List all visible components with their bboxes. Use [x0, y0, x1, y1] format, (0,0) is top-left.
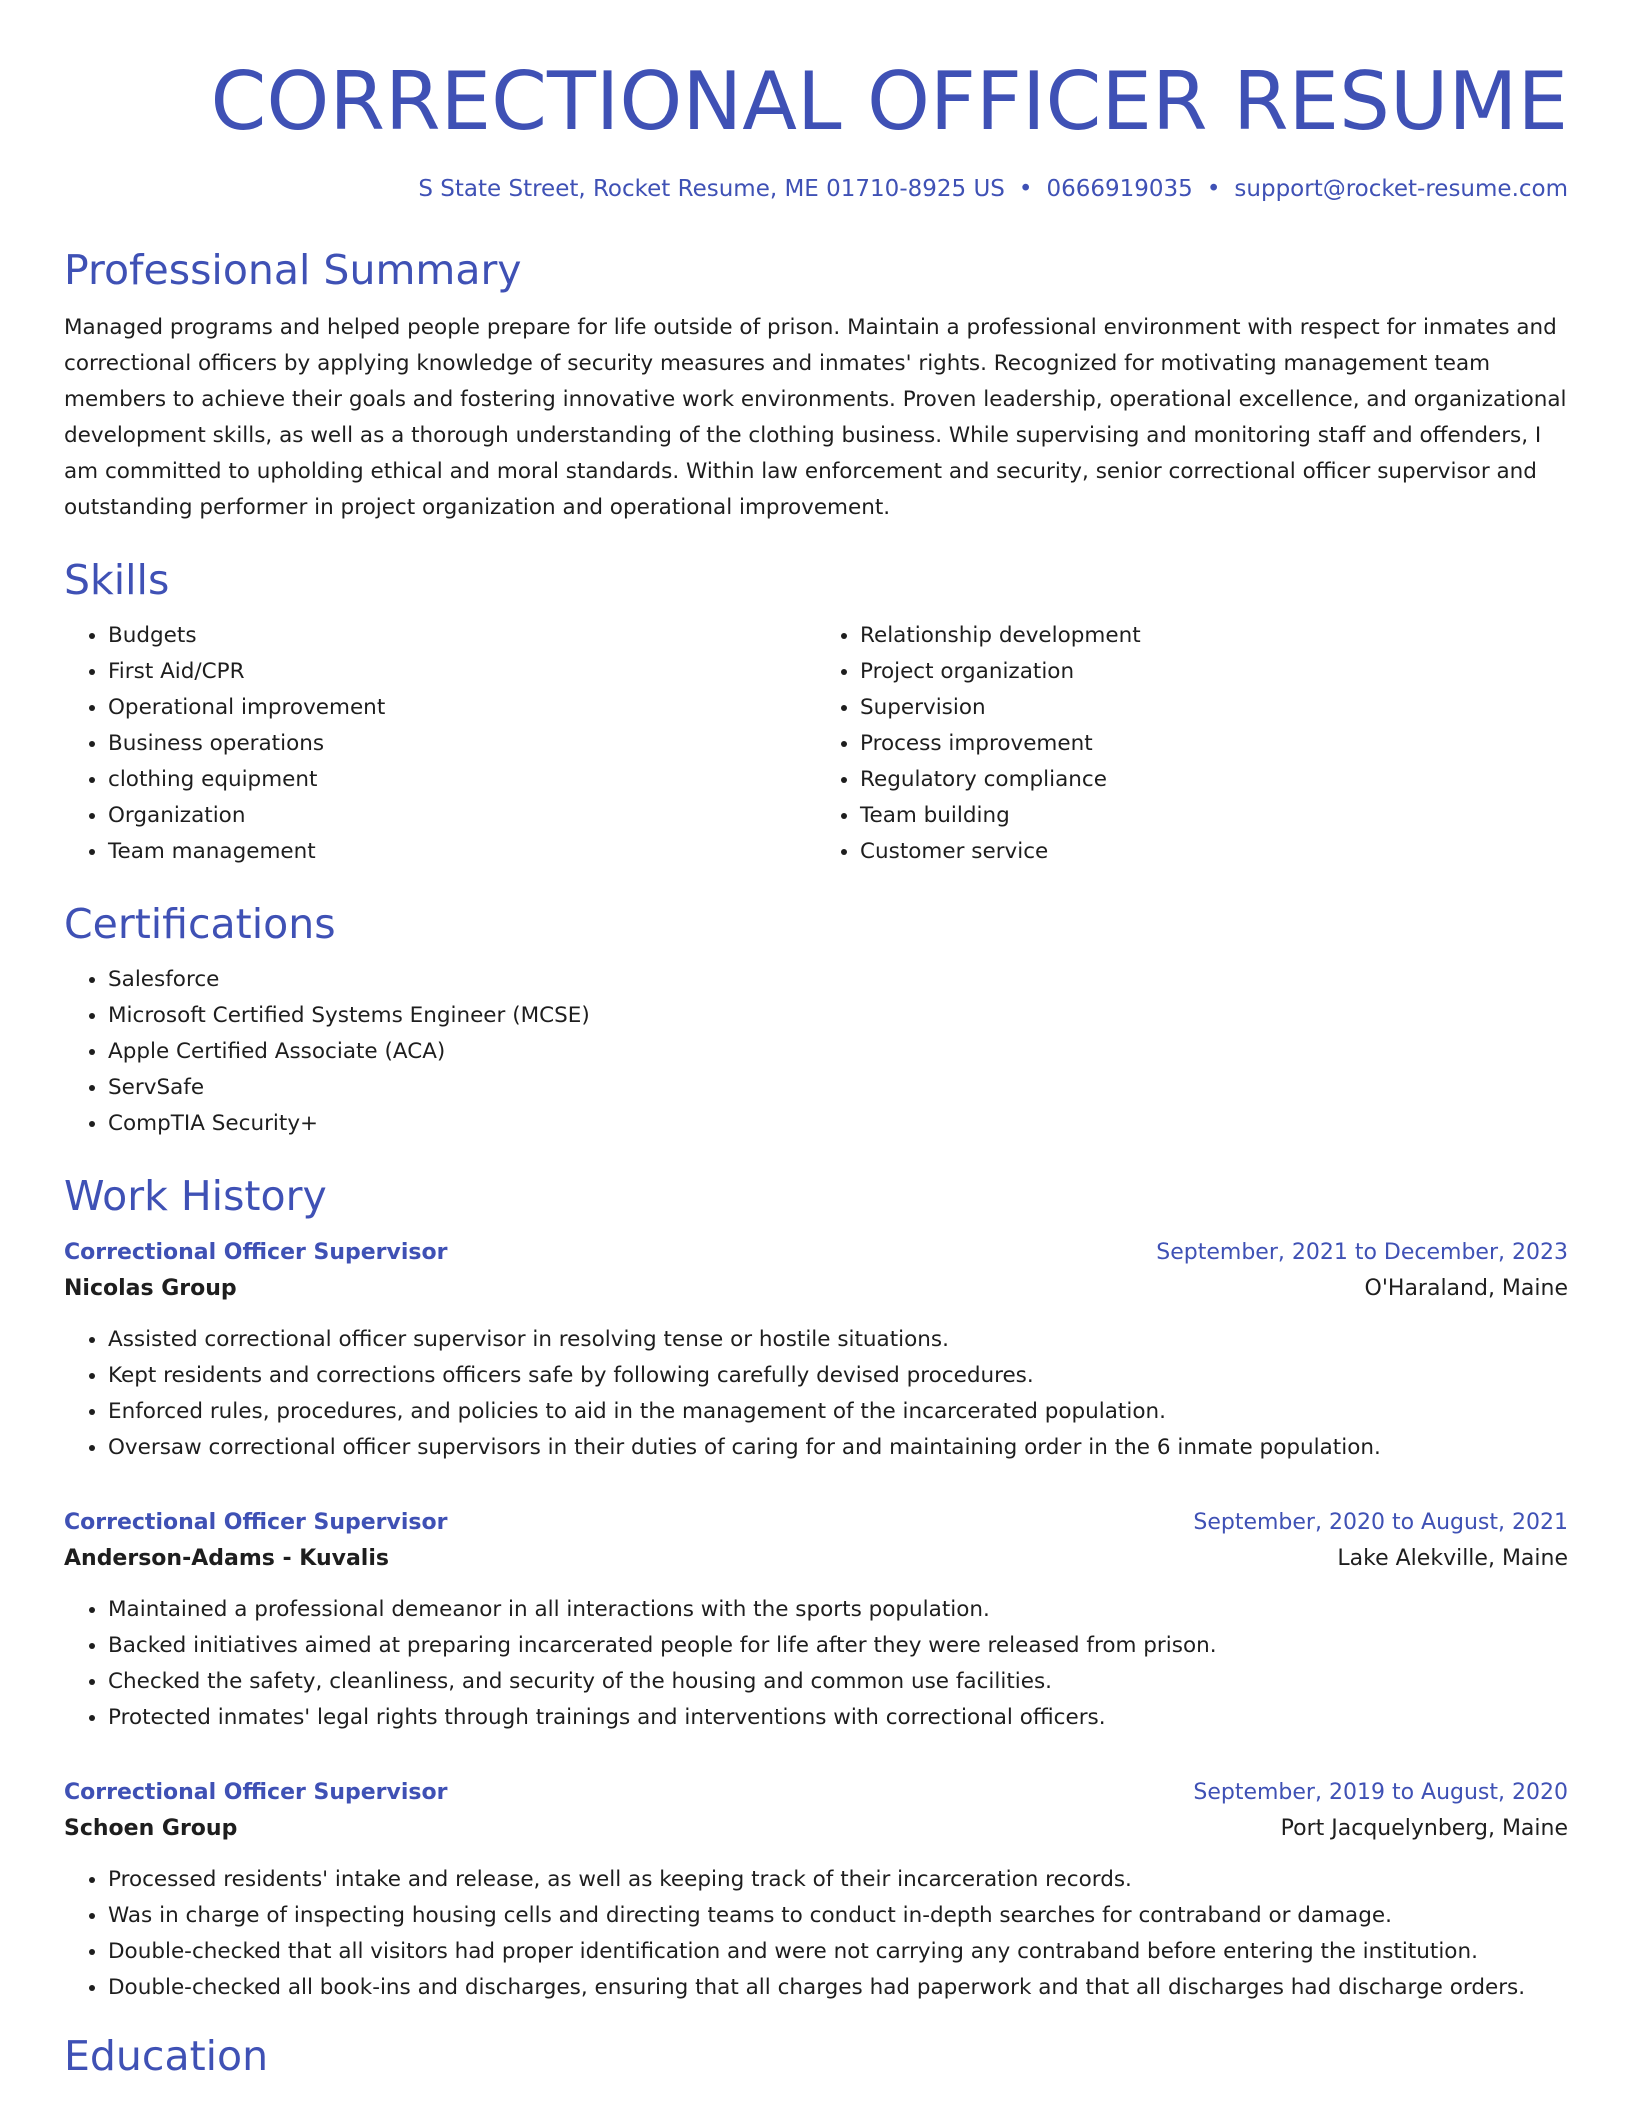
skill-item: • clothing equipment [108, 762, 816, 798]
skill-item: • Process improvement [860, 726, 1568, 762]
job-bullets [64, 1322, 1568, 1466]
job-subheader [64, 1540, 1568, 1578]
job-bullet: • Processed residents' intake and release, as well as keeping track of their incarceration records. [108, 1862, 1568, 1898]
job-bullet: • Double-checked all book-ins and discharges, ensuring that all charges had paperwork and that all discharges had discharge orders. [108, 1970, 1568, 2006]
job-entry [64, 1236, 1568, 1466]
job-entry [64, 1506, 1568, 1736]
job-dates: September, 2020 to August, 2021 [1193, 1510, 1568, 1535]
skill-item: • Budgets [108, 618, 816, 654]
certification-item: • Salesforce [108, 962, 1568, 998]
certification-item: • Microsoft Certified Systems Engineer (MCSE) [108, 998, 1568, 1034]
job-dates: September, 2019 to August, 2020 [1193, 1780, 1568, 1805]
section-heading-summary: Professional Summary [64, 246, 522, 294]
skill-item: • Relationship development [860, 618, 1568, 654]
job-bullet: • Checked the safety, cleanliness, and security of the housing and common use facilities. [108, 1664, 1568, 1700]
skill-item: • Business operations [108, 726, 816, 762]
job-location: Port Jacquelynberg, Maine [1280, 1816, 1568, 1841]
job-header [64, 1236, 1568, 1270]
job-bullet: • Enforced rules, procedures, and policies to aid in the management of the incarcerated population. [108, 1394, 1568, 1430]
job-bullet: • Maintained a professional demeanor in all interactions with the sports population. [108, 1592, 1568, 1628]
skill-item: • Supervision [860, 690, 1568, 726]
job-bullets [64, 1862, 1568, 2006]
job-bullet: • Assisted correctional officer supervisor in resolving tense or hostile situations. [108, 1322, 1568, 1358]
job-bullet: • Oversaw correctional officer supervisors in their duties of caring for and maintaining order in the 6 inmate population. [108, 1430, 1568, 1466]
job-bullet: • Kept residents and corrections officers safe by following carefully devised procedures. [108, 1358, 1568, 1394]
resume-page [64, 0, 1568, 2082]
job-title: Correctional Officer Supervisor [64, 1510, 448, 1535]
job-subheader [64, 1270, 1568, 1308]
contact-separator: • [1206, 176, 1221, 202]
job-header [64, 1776, 1568, 1810]
job-entry [64, 1776, 1568, 2006]
contact-phone: 0666919035 [1046, 176, 1193, 202]
certifications-list [64, 962, 1568, 1142]
job-dates: September, 2021 to December, 2023 [1156, 1240, 1568, 1265]
section-heading-certifications: Certifications [64, 900, 336, 948]
summary-text: Managed programs and helped people prepare for life outside of prison. Maintain a professional environment with respect for inmates and correctional officers by applying knowledge of security measures and inmates' rights. Recognized for motivating management team members to achieve their goals and fostering innovative work environments. Proven leadership, operational excellence, and organizational development skills, as well as a thorough understanding of the clothing business. While supervising and monitoring staff and offenders, I am committed to upholding ethical and moral standards. Within law enforcement and security, senior correctional officer supervisor and outstanding performer in project organization and operational improvement. [64, 315, 1567, 520]
skills-grid [64, 618, 1568, 870]
skills-list-left [64, 618, 816, 870]
skill-item: • Team management [108, 834, 816, 870]
job-location: Lake Alekville, Maine [1337, 1546, 1568, 1571]
job-bullet: • Double-checked that all visitors had proper identification and were not carrying any contraband before entering the institution. [108, 1934, 1568, 1970]
contact-email[interactable]: support@rocket-resume.com [1234, 176, 1568, 202]
skill-item: • Operational improvement [108, 690, 816, 726]
certification-item: • ServSafe [108, 1070, 1568, 1106]
job-bullet: • Protected inmates' legal rights through trainings and interventions with correctional officers. [108, 1700, 1568, 1736]
job-title: Correctional Officer Supervisor [64, 1780, 448, 1805]
skill-item: • Customer service [860, 834, 1568, 870]
contact-line [64, 174, 1568, 204]
contact-address: S State Street, Rocket Resume, ME 01710-8925 US [418, 176, 1005, 202]
contact-separator: • [1018, 176, 1033, 202]
skill-item: • Project organization [860, 654, 1568, 690]
skill-item: • First Aid/CPR [108, 654, 816, 690]
skill-item: • Team building [860, 798, 1568, 834]
job-company: Schoen Group [64, 1816, 238, 1841]
skill-item: • Organization [108, 798, 816, 834]
job-bullet: • Was in charge of inspecting housing cells and directing teams to conduct in-depth searches for contraband or damage. [108, 1898, 1568, 1934]
skills-list-right [816, 618, 1568, 870]
section-heading-education: Education [64, 2032, 269, 2080]
work-history-list [64, 1236, 1568, 2006]
job-company: Nicolas Group [64, 1276, 237, 1301]
resume-title: CORRECTIONAL OFFICER RESUME [210, 55, 1568, 148]
certification-item: • CompTIA Security+ [108, 1106, 1568, 1142]
certification-item: • Apple Certified Associate (ACA) [108, 1034, 1568, 1070]
job-bullets [64, 1592, 1568, 1736]
job-location: O'Haraland, Maine [1364, 1276, 1568, 1301]
section-heading-work-history: Work History [64, 1172, 327, 1220]
job-subheader [64, 1810, 1568, 1848]
job-header [64, 1506, 1568, 1540]
job-company: Anderson-Adams - Kuvalis [64, 1546, 389, 1571]
job-title: Correctional Officer Supervisor [64, 1240, 448, 1265]
skill-item: • Regulatory compliance [860, 762, 1568, 798]
section-heading-skills: Skills [64, 556, 170, 604]
job-bullet: • Backed initiatives aimed at preparing incarcerated people for life after they were released from prison. [108, 1628, 1568, 1664]
